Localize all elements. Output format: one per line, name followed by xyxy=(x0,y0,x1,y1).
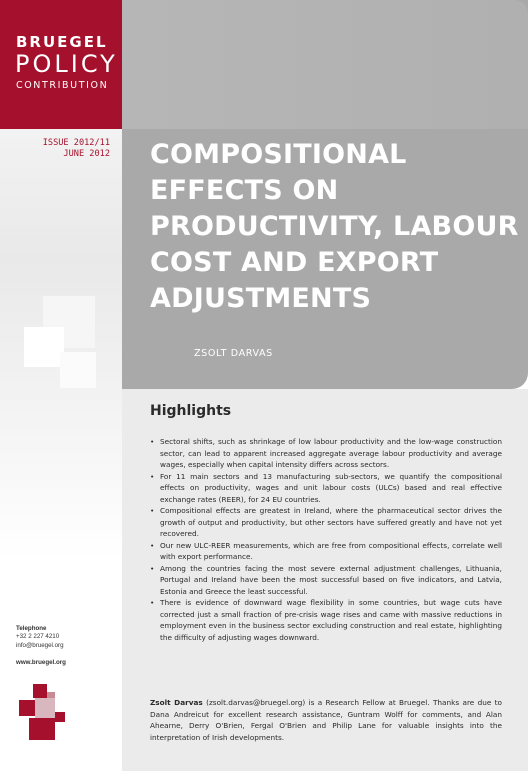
bullet-icon: • xyxy=(150,437,155,446)
left-column xyxy=(0,0,122,771)
title-panel-top xyxy=(122,0,528,129)
author-bio xyxy=(150,697,502,743)
brand-type: CONTRIBUTION xyxy=(16,80,109,91)
decorative-square xyxy=(60,352,96,388)
contact-block xyxy=(16,625,66,668)
highlights-heading: Highlights xyxy=(150,403,232,419)
issue-date: JUNE 2012 xyxy=(63,149,110,159)
list-item: • For 11 main sectors and 13 manufacturing sub-sectors, we quantify the compositional effects on productivity, wages and unit labour costs (ULCs) based and real effective exchange rates (REER), for 24 EU countries. xyxy=(150,471,502,504)
bruegel-logo-icon xyxy=(15,682,75,742)
brand-name: BRUEGEL xyxy=(16,33,108,51)
issue-info xyxy=(43,138,110,160)
contact-email[interactable]: info@bruegel.org xyxy=(16,641,64,649)
decorative-square xyxy=(24,327,64,367)
list-item: • Compositional effects are greatest in Ireland, where the pharmaceutical sector drives the growth of output and productivity, but other sectors have suffered greatly and have not yet recovered. xyxy=(150,506,502,538)
list-item: • Our new ULC-REER measurements, which are free from compositional effects, correlate well with export performance. xyxy=(150,540,502,561)
contact-label: Telephone xyxy=(16,625,47,632)
contact-website[interactable]: www.bruegel.org xyxy=(16,659,66,667)
bio-name: Zsolt Darvas xyxy=(150,698,203,707)
author-name: ZSOLT DARVAS xyxy=(194,348,273,359)
bullet-icon: • xyxy=(150,540,155,550)
contact-phone: +32 2 227 4210 xyxy=(16,633,60,641)
issue-number: ISSUE 2012/11 xyxy=(42,138,110,148)
highlights-panel xyxy=(122,389,528,771)
list-item: • Sectoral shifts, such as shrinkage of low labour productivity and the low-wage construction sector, can lead to apparent increased aggregate average labour productivity and average wages, especially when capital intensity differs across sectors. xyxy=(150,437,502,469)
bullet-icon: • xyxy=(150,471,155,481)
bullet-icon: • xyxy=(150,506,155,515)
bullet-icon: • xyxy=(150,598,155,607)
list-item: • There is evidence of downward wage flexibility in some countries, but wage cuts have corrected just a small fraction of pre-crisis wage rises and came with massive reductions in employment even in the business sector excluding construction and real estate, highlighting the difficulty of adjusting wages downward. xyxy=(150,598,502,642)
bullet-icon: • xyxy=(150,563,155,573)
highlights-list xyxy=(150,436,502,643)
list-item: • Among the countries facing the most severe external adjustment challenges, Lithuania, Portugal and Ireland have been the most successful based on five indicators, and Latvia, Estonia and Greece the least successful. xyxy=(150,563,502,596)
page-title: COMPOSITIONAL EFFECTS ON PRODUCTIVITY, LABOUR COST AND EXPORT ADJUSTMENTS xyxy=(150,139,519,314)
brand-series: POLICY xyxy=(15,50,118,78)
title-panel xyxy=(122,0,528,389)
bio-text: (zsolt.darvas@bruegel.org) is a Research Fellow at Bruegel. Thanks are due to Dana Andreicut for excellent research assistance, Guntram Wolff for comments, and Alan Ahearne, Derry O'Brien, Fergal O'Brien and Philip Lane for valuable insights into the interpretation of Irish developments. xyxy=(150,698,502,742)
brand-box xyxy=(0,0,122,129)
